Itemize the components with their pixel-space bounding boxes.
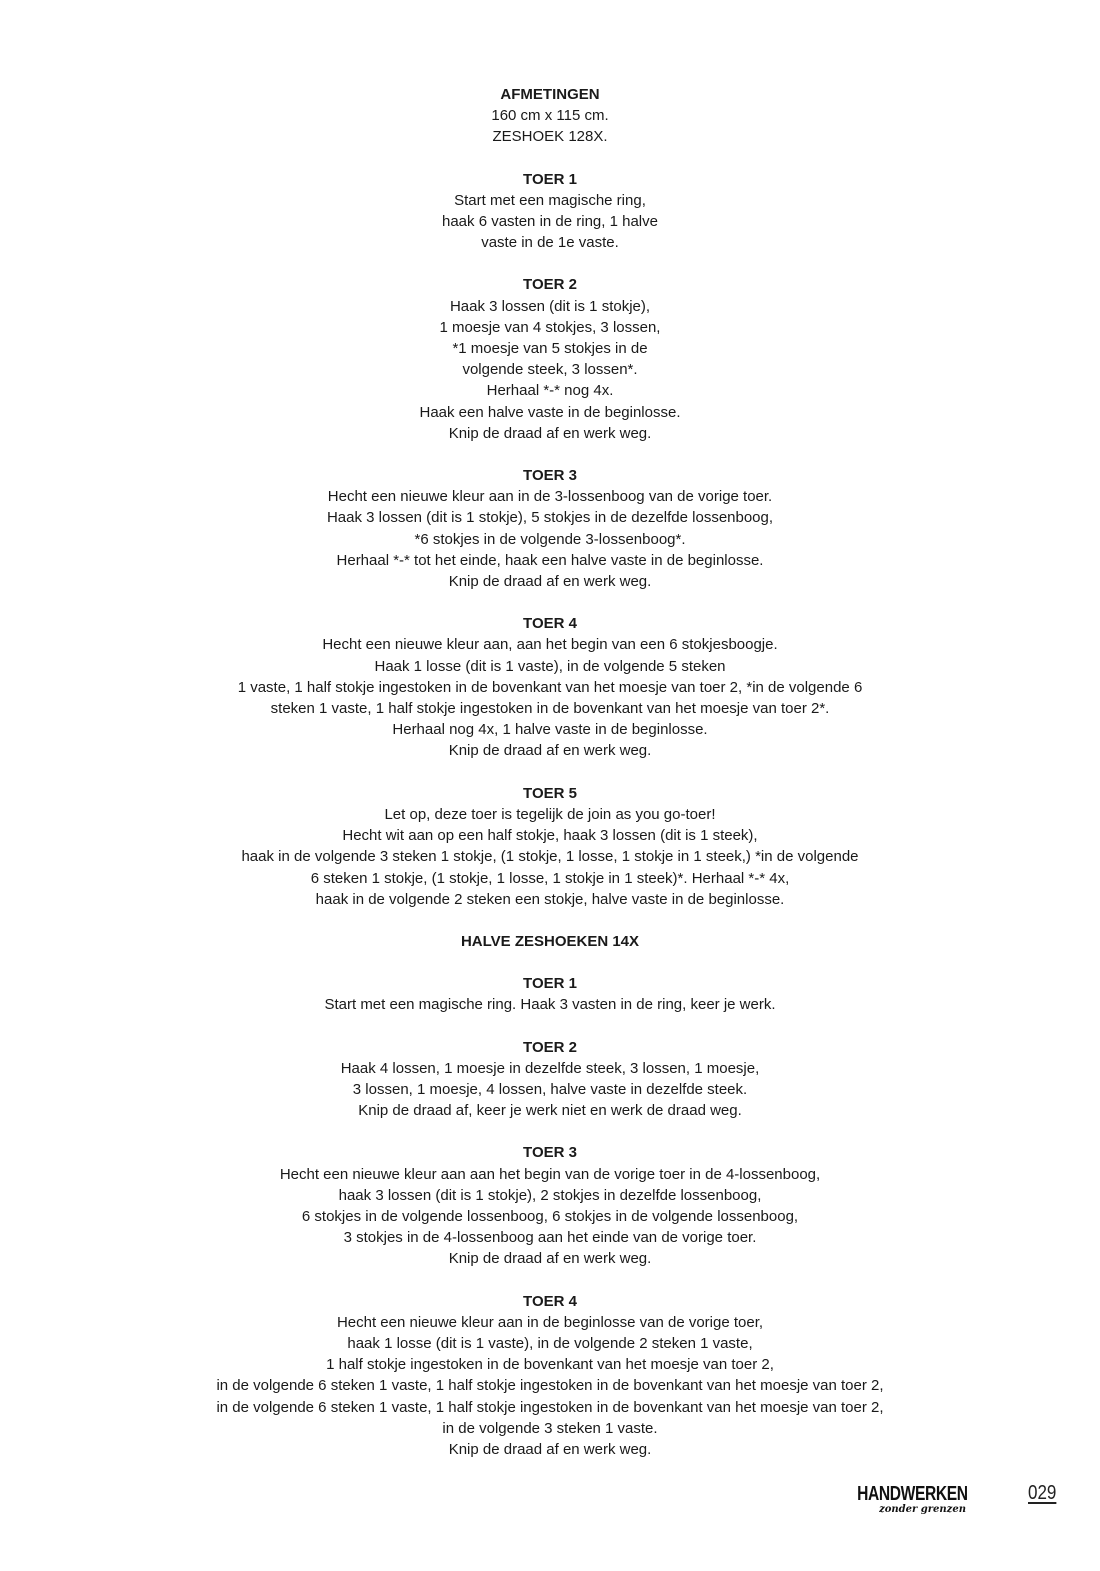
pattern-section [0,84,1100,148]
instruction-line: Let op, deze toer is tegelijk de join as you go-toer! [384,805,716,823]
section-heading: TOER 1 [523,975,577,993]
instruction-line: Hecht een nieuwe kleur aan in de 3-lossenboog van de vorige toer. [327,488,773,506]
pattern-section [0,973,1100,1015]
instruction-line: 1 vaste, 1 half stokje ingestoken in de bovenkant van het moesje van toer 2, *in de volgende 6 [237,678,863,696]
instruction-line: *1 moesje van 5 stokjes in de [452,340,648,358]
instruction-line: 1 moesje van 4 stokjes, 3 lossen, [439,318,661,336]
instruction-line: 3 lossen, 1 moesje, 4 lossen, halve vaste in dezelfde steek. [352,1080,748,1098]
magazine-logo: HANDWERKEN [857,1483,968,1505]
section-heading: AFMETINGEN [500,86,600,103]
page-content [0,84,1100,1481]
instruction-line: Knip de draad af en werk weg. [448,1250,652,1268]
pattern-section [0,1291,1100,1461]
instruction-line: Hecht een nieuwe kleur aan aan het begin van de vorige toer in de 4-lossenboog, [279,1165,821,1183]
instruction-line: ZESHOEK 128X. [492,128,608,146]
pattern-section [0,274,1100,444]
instruction-line: Haak 3 lossen (dit is 1 stokje), [449,297,651,315]
instruction-line: haak 1 losse (dit is 1 vaste), in de volgende 2 steken 1 vaste, [347,1334,753,1352]
instruction-line: 3 stokjes in de 4-lossenboog aan het einde van de vorige toer. [343,1229,757,1247]
instruction-line: haak 3 lossen (dit is 1 stokje), 2 stokjes in dezelfde lossenboog, [338,1186,762,1204]
page-footer [856,1480,1056,1520]
instruction-line: vaste in de 1e vaste. [481,234,619,252]
instruction-line: in de volgende 3 steken 1 vaste. [442,1419,658,1437]
instruction-line: Hecht een nieuwe kleur aan in de beginlosse van de vorige toer, [336,1313,764,1331]
instruction-line: Herhaal nog 4x, 1 halve vaste in de beginlosse. [392,721,708,739]
instruction-line: haak in de volgende 3 steken 1 stokje, (1 stokje, 1 losse, 1 stokje in 1 steek,) *in de volgende [241,848,859,866]
instruction-line: in de volgende 6 steken 1 vaste, 1 half stokje ingestoken in de bovenkant van het moesje van toer 2, [216,1398,884,1416]
instruction-line: Herhaal *-* tot het einde, haak een halve vaste in de beginlosse. [336,551,764,569]
pattern-section [0,783,1100,910]
instruction-line: Herhaal *-* nog 4x. [486,382,614,400]
section-heading: TOER 5 [523,784,577,802]
instruction-line: Hecht wit aan op een half stokje, haak 3 lossen (dit is 1 steek), [342,827,758,845]
instruction-line: Haak 1 losse (dit is 1 vaste), in de volgende 5 steken [374,657,726,675]
instruction-line: Knip de draad af en werk weg. [448,1440,652,1458]
instruction-line: Start met een magische ring, [454,191,646,209]
section-heading: TOER 1 [523,170,577,188]
instruction-line: Knip de draad af en werk weg. [448,424,652,442]
instruction-line: 1 half stokje ingestoken in de bovenkant van het moesje van toer 2, [326,1356,774,1374]
instruction-line: in de volgende 6 steken 1 vaste, 1 half stokje ingestoken in de bovenkant van het moesje van toer 2, [216,1377,884,1395]
section-heading: TOER 4 [523,1292,577,1310]
instruction-line: Knip de draad af en werk weg. [448,573,652,591]
instruction-line: Knip de draad af en werk weg. [448,742,652,760]
instruction-line: Start met een magische ring. Haak 3 vasten in de ring, keer je werk. [324,996,776,1014]
pattern-section [0,169,1100,254]
pattern-section [0,931,1100,952]
section-heading: TOER 3 [523,1144,577,1162]
instruction-line: 6 steken 1 stokje, (1 stokje, 1 losse, 1 stokje in 1 steek)*. Herhaal *-* 4x, [310,869,790,887]
instruction-line: haak 6 vasten in de ring, 1 halve [442,213,658,231]
section-heading: TOER 3 [523,467,577,485]
pattern-section [0,1037,1100,1122]
section-heading: HALVE ZESHOEKEN 14X [460,932,640,950]
instruction-line: Haak 3 lossen (dit is 1 stokje), 5 stokjes in de dezelfde lossenboog, [326,509,774,527]
pattern-section [0,1142,1100,1269]
section-heading: TOER 4 [523,615,577,633]
instruction-line: 160 cm x 115 cm. [491,107,609,125]
instruction-line: Haak een halve vaste in de beginlosse. [419,403,681,421]
pattern-section [0,465,1100,592]
instruction-line: Knip de draad af, keer je werk niet en werk de draad weg. [358,1102,742,1120]
instruction-line: Haak 4 lossen, 1 moesje in dezelfde steek, 3 lossen, 1 moesje, [340,1059,760,1077]
section-heading: TOER 2 [523,276,577,294]
page-number: 029 [1027,1482,1056,1504]
section-heading: TOER 2 [523,1038,577,1056]
instruction-line: *6 stokjes in de volgende 3-lossenboog*. [414,530,686,548]
instruction-line: haak in de volgende 2 steken een stokje, halve vaste in de beginlosse. [315,890,785,908]
instruction-line: steken 1 vaste, 1 half stokje ingestoken in de bovenkant van het moesje van toer 2*. [270,700,830,718]
magazine-logo-tagline: zonder grenzen [879,1504,966,1515]
instruction-line: Hecht een nieuwe kleur aan, aan het begin van een 6 stokjesboogje. [322,636,778,654]
instruction-line: 6 stokjes in de volgende lossenboog, 6 stokjes in de volgende lossenboog, [301,1207,799,1225]
pattern-section [0,613,1100,761]
instruction-line: volgende steek, 3 lossen*. [462,361,638,379]
